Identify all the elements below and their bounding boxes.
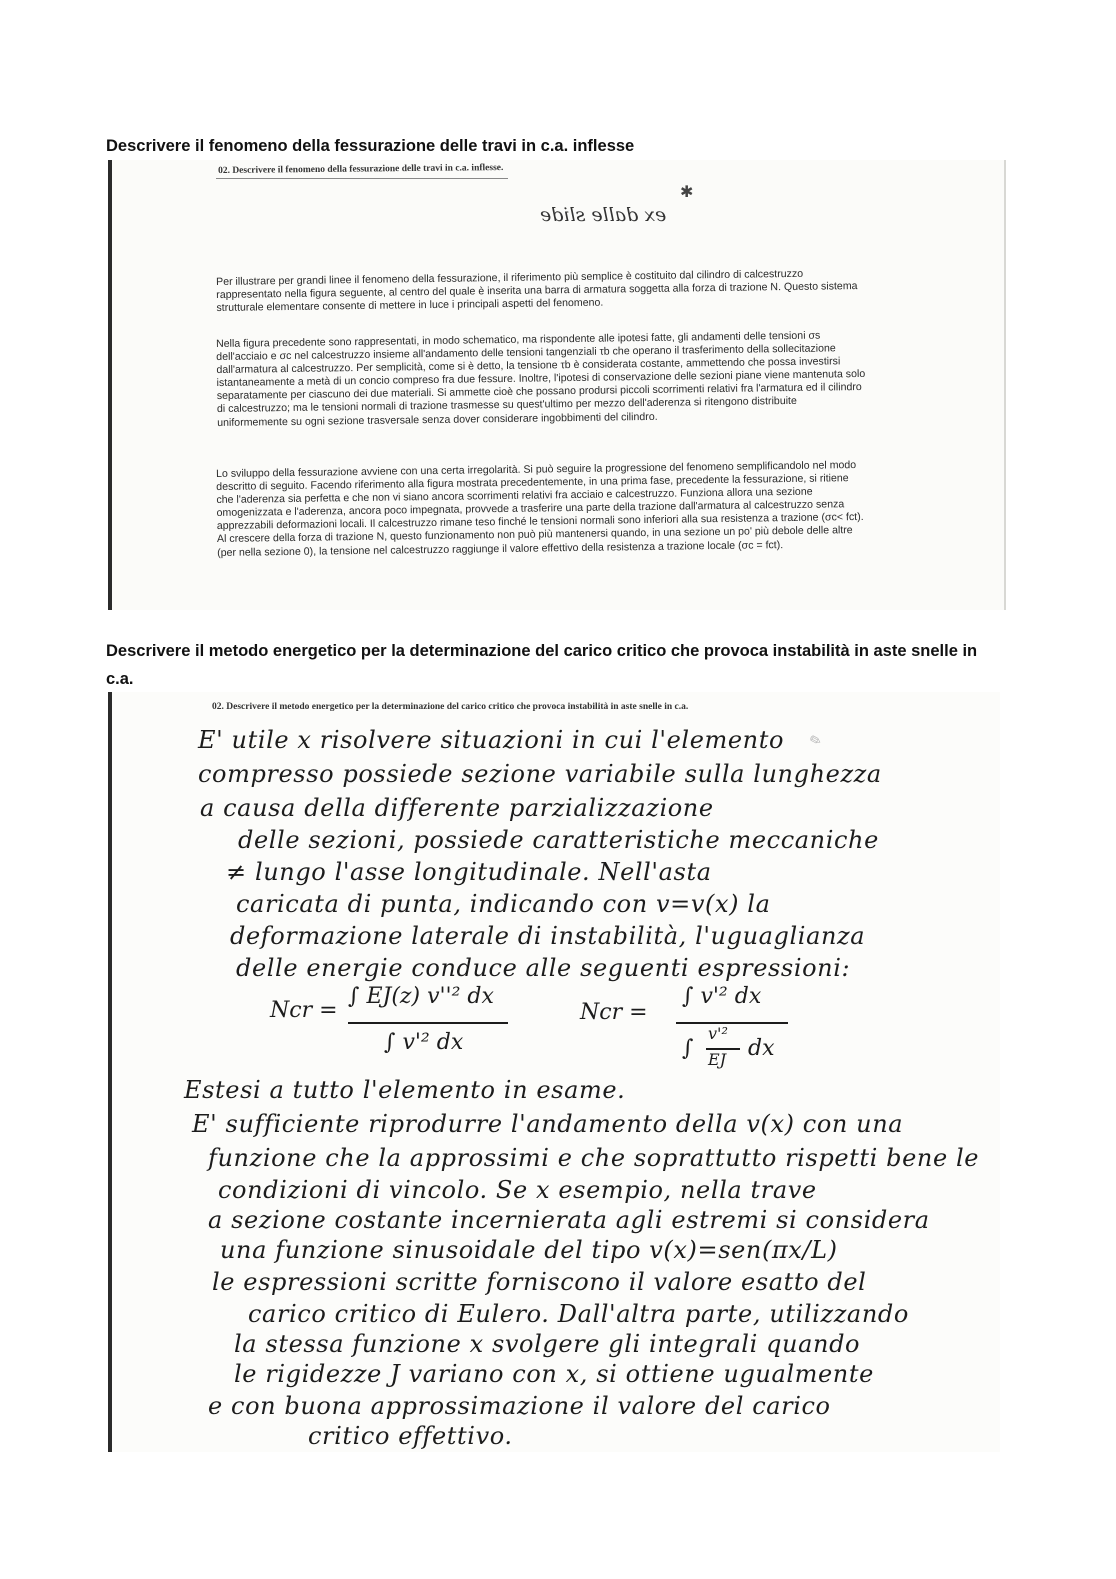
question-1-heading: Descrivere il fenomeno della fessurazione delle travi in c.a. inflesse — [106, 137, 635, 155]
title-underline — [216, 178, 508, 179]
scan-left-edge — [108, 160, 112, 610]
scan-left-edge — [108, 692, 112, 1452]
fraction-bar — [348, 1022, 508, 1024]
formula-numerator: ∫ v'² dx — [682, 984, 762, 1009]
question-2-heading: Descrivere il metodo energetico per la determinazione del carico critico che provoca instabilità in aste snelle in c.a. — [106, 642, 978, 688]
handwritten-line: le espressioni scritte forniscono il valore esatto del — [212, 1268, 867, 1296]
asterisk-mark-icon: ✱ — [680, 184, 694, 201]
paragraph-text: Per illustrare per grandi linee il fenomeno della fessurazione, il riferimento più semplice è costituito dal cilindro di calcestruzzo rappresentato nella figura seguente, al centro del quale è inserita una barra di armatura soggetta alla forza di trazione N. Questo sistema strutturale elementare consente di mettere in luce i principali aspetti del fenomeno. — [216, 267, 858, 315]
handwritten-line: delle energie conduce alle seguenti espressioni: — [236, 954, 851, 982]
fraction-bar — [676, 1022, 788, 1024]
handwritten-line: una funzione sinusoidale del tipo v(x)=sen(πx/L) — [220, 1236, 838, 1264]
handwritten-line: le rigidezze J variano con x, si ottiene ugualmente — [234, 1360, 874, 1388]
formula-inner-denominator: EJ — [708, 1050, 727, 1069]
handwritten-line: Estesi a tutto l'elemento in esame. — [184, 1076, 626, 1104]
handwritten-line: caricata di punta, indicando con v=v(x) la — [236, 890, 771, 918]
formula-lhs: Ncr = — [270, 998, 338, 1023]
corner-scribble-icon: ✎ — [804, 730, 824, 752]
handwritten-line: E' sufficiente riprodurre l'andamento della v(x) con una — [192, 1110, 904, 1138]
handwritten-line: carico critico di Eulero. Dall'altra parte, utilizzando — [248, 1300, 909, 1328]
formula-denominator-tail: dx — [748, 1036, 775, 1061]
formula-lhs: Ncr = — [580, 1000, 648, 1025]
typed-paragraph — [216, 267, 866, 315]
formula-numerator: ∫ EJ(z) v''² dx — [348, 984, 494, 1009]
handwritten-line: e con buona approssimazione il valore del carico — [208, 1392, 831, 1420]
scan-right-edge — [1004, 160, 1006, 610]
handwritten-line: la stessa funzione x svolgere gli integrali quando — [234, 1330, 861, 1358]
typed-paragraph — [216, 329, 867, 430]
handwritten-line: ≠ lungo l'asse longitudinale. Nell'asta — [226, 858, 712, 886]
formula-denominator-integral: ∫ — [682, 1036, 694, 1061]
handwritten-line: deformazione laterale di instabilità, l'uguaglianza — [230, 922, 866, 950]
paragraph-text: Nella figura precedente sono rappresentati, in modo schematico, ma rispondente alle ipotesi fatte, gli andamenti delle tensioni σs dell'acciaio e σc nel calcestruzzo insieme all'andamento delle tensioni tangenziali τb che operano il trasferimento della sollecitazione dall'armatura al calcestruzzo. Per semplicità, come si è detto, la tensione τb è considerata costante, ammettendo che possa investirsi istantaneamente a metà di un concio compreso fra due fessure. Inoltre, l'ipotesi di conservazione delle sezioni piane viene mantenuta solo separatamente per ciascuno dei due materiali. Si ammette cioè che possano prodursi piccoli scorrimenti relativi fra l'armatura ed il cilindro di calcestruzzo; ma le tensioni normali di trazione trasmesse su quest'ultimo per mezzo dell'aderenza si ritengono distribuite uniformemente su ogni sezione trasversale senza dover considerare ingobbimenti del cilindro. — [216, 329, 866, 429]
paragraph-text: Lo sviluppo della fessurazione avviene con una certa irregolarità. Si può seguire la progressione del fenomeno semplificandolo nel modo descritto di seguito. Facendo riferimento alla figura mostrata precedentemente, in una prima fase, precedente la fessurazione, si ritiene che l'aderenza sia perfetta e che non vi siano ancora scorrimenti relativi fra acciaio e calcestruzzo. Funziona allora una sezione omogenizzata e l'aderenza, ancora poco impegnata, provvede a trasferire una parte della trazione dall'armatura al calcestruzzo senza apprezzabili deformazioni locali. Il calcestruzzo rimane teso finché le tensioni normali sono inferiori alla sua resistenza a trazione (σc< fct). Al crescere della forza di trazione N, questo funzionamento non può più mantenersi quando, in una sezione un po' più debole delle altre (per nella sezione 0), la tensione nel calcestruzzo raggiunge il valore effettivo della resistenza a trazione locale (σc = fct). — [216, 459, 864, 559]
handwritten-line: critico effettivo. — [308, 1422, 513, 1450]
scanned-answer-2 — [108, 692, 1000, 1452]
scan-question-title: 02. Descrivere il metodo energetico per la determinazione del carico critico che provoca instabilità in aste snelle in c.a. — [212, 702, 689, 712]
handwritten-line: a sezione costante incernierata agli estremi si considera — [208, 1206, 930, 1234]
typed-paragraph — [216, 459, 867, 560]
handwritten-line: delle sezioni, possiede caratteristiche meccaniche — [238, 826, 879, 854]
handwritten-line: E' utile x risolvere situazioni in cui l'elemento — [198, 726, 785, 754]
handwritten-line: funzione che la approssimi e che soprattutto rispetti bene le — [208, 1144, 980, 1172]
formula-inner-numerator: v'² — [708, 1024, 728, 1043]
handwritten-note: ex dalle slide — [540, 204, 667, 226]
scan-question-title: 02. Descrivere il fenomeno della fessurazione delle travi in c.a. inflesse. — [218, 163, 504, 176]
scanned-answer-1 — [108, 160, 1006, 610]
handwritten-line: a causa della differente parzializzazione — [200, 794, 714, 822]
formula-denominator: ∫ v'² dx — [384, 1030, 464, 1055]
handwritten-line: condizioni di vincolo. Se x esempio, nella trave — [218, 1176, 817, 1204]
handwritten-line: compresso possiede sezione variabile sulla lunghezza — [198, 760, 882, 788]
